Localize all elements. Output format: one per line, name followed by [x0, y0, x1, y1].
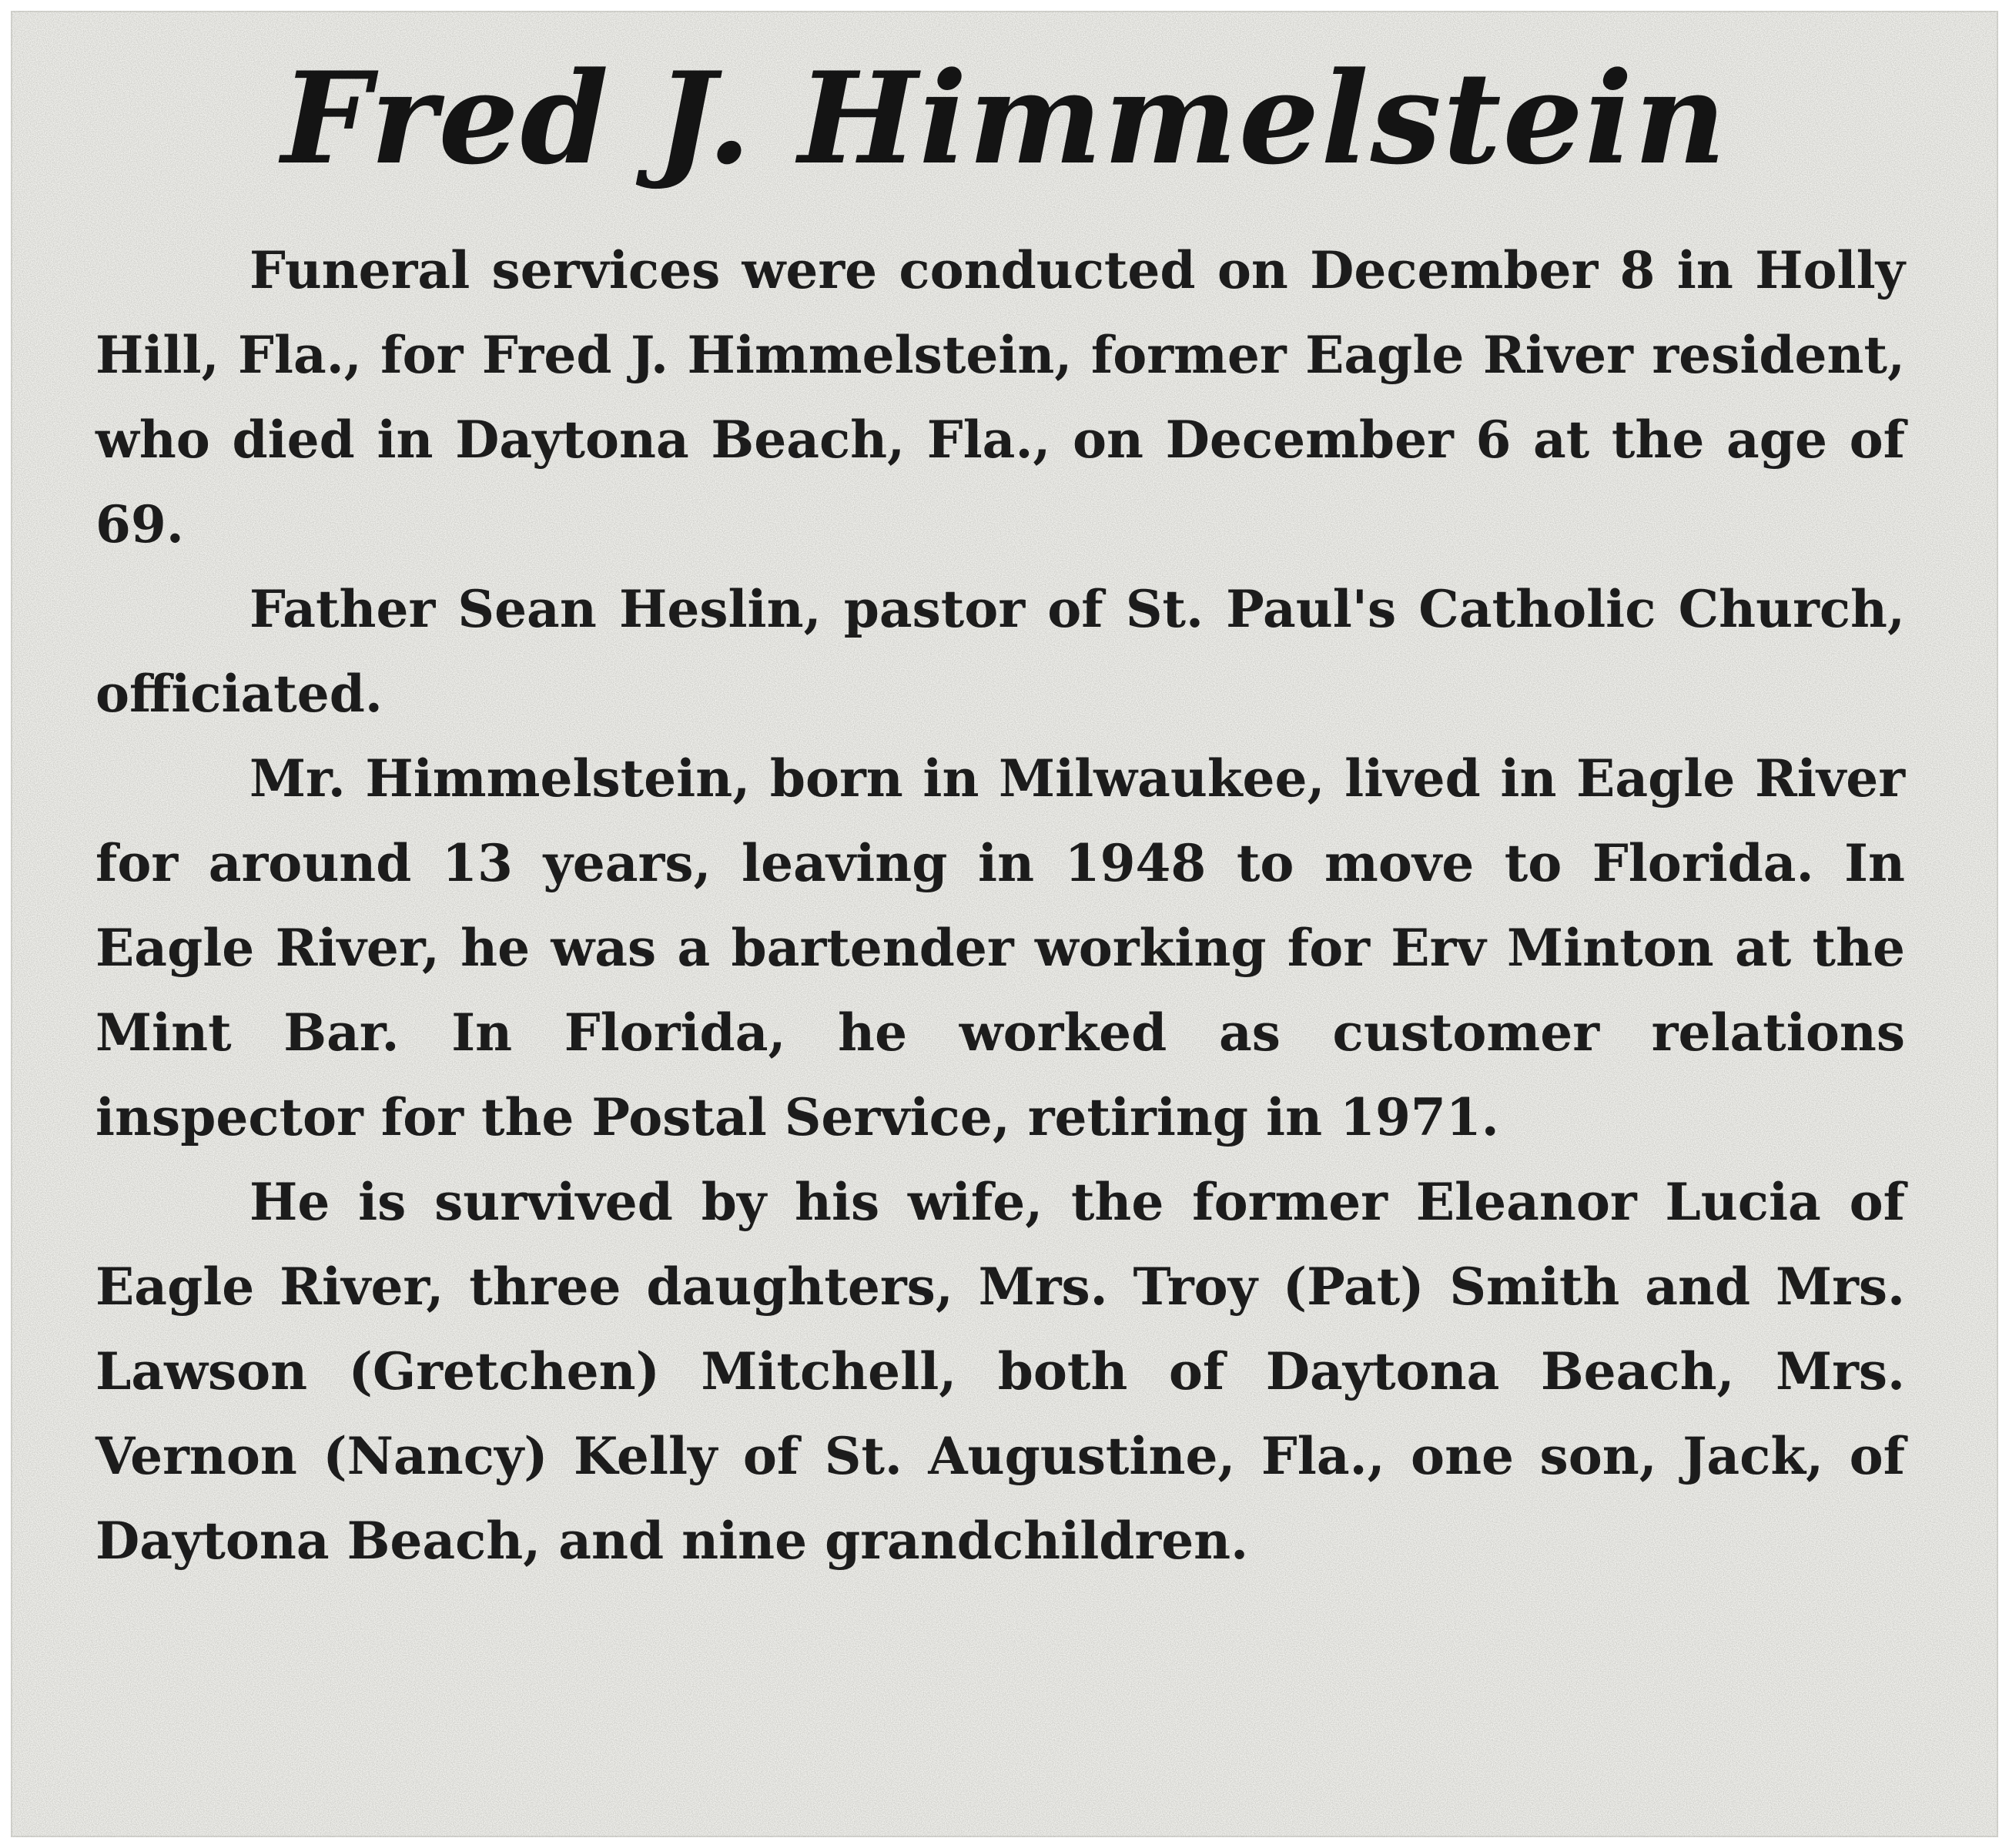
paragraph-biography: Mr. Himmelstein, born in Milwaukee, lived in Eagle River for around 13 years, leaving in 1948 to move to Florida. In Eagle River, he was a bartender working for Erv Minton at the Mint Bar. In Florida, he worked as customer relations inspector for the Postal Service, retiring in 1971.	[95, 748, 1905, 1147]
newspaper-clipping	[11, 11, 1998, 1837]
paragraph-survivors: He is survived by his wife, the former Eleanor Lucia of Eagle River, three daughters, Mrs. Troy (Pat) Smith and Mrs. Lawson (Gretchen) Mitchell, both of Daytona Beach, Mrs. Vernon (Nancy) Kelly of St. Augustine, Fla., one son, Jack, of Daytona Beach, and nine grandchildren.	[95, 1172, 1905, 1571]
obituary-body	[95, 228, 1905, 1583]
obituary-headline: Fred J. Himmelstein	[281, 44, 1728, 192]
paragraph-officiant: Father Sean Heslin, pastor of St. Paul's Catholic Church, officiated.	[95, 579, 1905, 724]
paragraph-funeral-services: Funeral services were conducted on December 8 in Holly Hill, Fla., for Fred J. Himmelstein, former Eagle River resident, who died in Daytona Beach, Fla., on December 6 at the age of 69.	[95, 240, 1905, 554]
